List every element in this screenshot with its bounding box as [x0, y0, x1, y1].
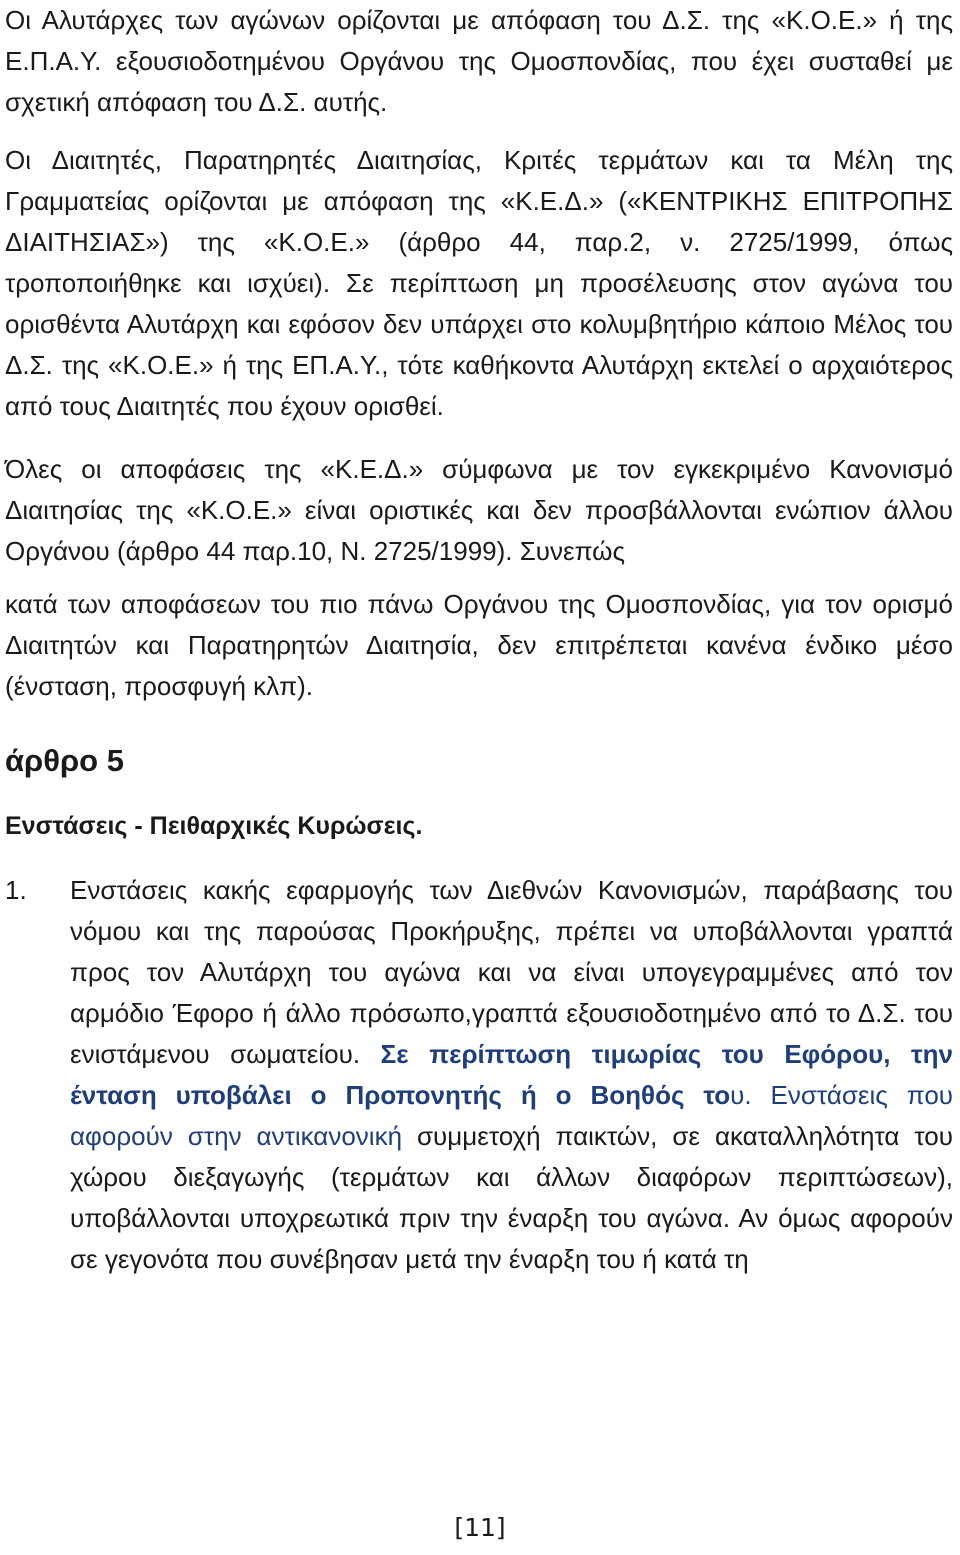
highlighted-bold-text: Σε περίπτωση τιμωρίας του Εφόρου, την ένταση υποβάλει ο Προπονητής ή ο Βοηθός το — [70, 1039, 953, 1110]
article-subtitle: Ενστάσεις - Πειθαρχικές Κυρώσεις. — [5, 812, 423, 840]
list-item — [5, 870, 953, 1280]
article-heading: άρθρο 5 — [5, 743, 124, 778]
paragraph-referees-committee: Οι Διαιτητές, Παρατηρητές Διαιτησίας, Κριτές τερμάτων και τα Μέλη της Γραμματείας ορίζονται με απόφαση της «Κ.Ε.Δ.» («ΚΕΝΤΡΙΚΗΣ ΕΠΙΤΡΟΠΗΣ ΔΙΑΙΤΗΣΙΑΣ») της «Κ.Ο.Ε.» (άρθρο 44, παρ.2, ν. 2725/1999, όπως τροποποιήθηκε και ισχύει). Σε περίπτωση μη προσέλευσης στον αγώνα του ορισθέντα Αλυτάρχη και εφόσον δεν υπάρχει στο κολυμβητήριο κάποιο Μέλος του Δ.Σ. της «Κ.Ο.Ε.» ή της ΕΠ.Α.Υ., τότε καθήκοντα Αλυτάρχη εκτελεί ο αρχαιότερος από τους Διαιτητές που έχουν ορισθεί. — [5, 145, 953, 421]
paragraph-no-legal-remedy: κατά των αποφάσεων του πιο πάνω Οργάνου της Ομοσπονδίας, για τον ορισμό Διαιτητών και Παρατηρητών Διαιτησία, δεν επιτρέπεται κανένα ένδικο μέσο (ένσταση, προσφυγή κλπ). — [5, 589, 953, 701]
list-item-text-start: Ενστάσεις κακής εφαρμογής των Διεθνών Κανονισμών, παράβασης του νόμου και της παρούσας Προκήρυξης, πρέπει να υποβάλλονται γραπτά προς τον Αλυτάρχη του αγώνα και να είναι υπογεγραμμένες από τον αρμόδιο Έφορο ή άλλο πρόσωπο,γραπτά εξουσιοδοτημένο από το Δ.Σ. του ενιστάμενου σωματείου. — [70, 875, 953, 1069]
list-item-text — [70, 870, 953, 1280]
page-number: [11] — [454, 1513, 506, 1542]
highlighted-text: υ. Ενστάσεις που αφορούν στην αντικανονική — [70, 1080, 953, 1151]
paragraph-referees-appointment: Οι Αλυτάρχες των αγώνων ορίζονται με απόφαση του Δ.Σ. της «Κ.Ο.Ε.» ή της Ε.Π.Α.Υ. εξουσιοδοτημένου Οργάνου της Ομοσπονδίας, που έχει συσταθεί με σχετική απόφαση του Δ.Σ. αυτής. — [5, 5, 953, 117]
paragraph-decisions-final: Όλες οι αποφάσεις της «Κ.Ε.Δ.» σύμφωνα με τον εγκεκριμένο Κανονισμό Διαιτησίας της «Κ.Ο.Ε.» είναι οριστικές και δεν προσβάλλονται ενώπιον άλλου Οργάνου (άρθρο 44 παρ.10, Ν. 2725/1999). Συνεπώς — [5, 454, 953, 566]
document-page — [5, 0, 953, 1280]
list-item-text-end: συμμετοχή παικτών, σε ακαταλληλότητα του χώρου διεξαγωγής (τερμάτων και άλλων διαφόρων περιπτώσεων), υποβάλλονται υποχρεωτικά πριν την έναρξη του αγώνα. Αν όμως αφορούν σε γεγονότα που συνέβησαν μετά την έναρξη του ή κατά τη — [70, 1121, 953, 1274]
list-item-number: 1. — [5, 875, 27, 905]
